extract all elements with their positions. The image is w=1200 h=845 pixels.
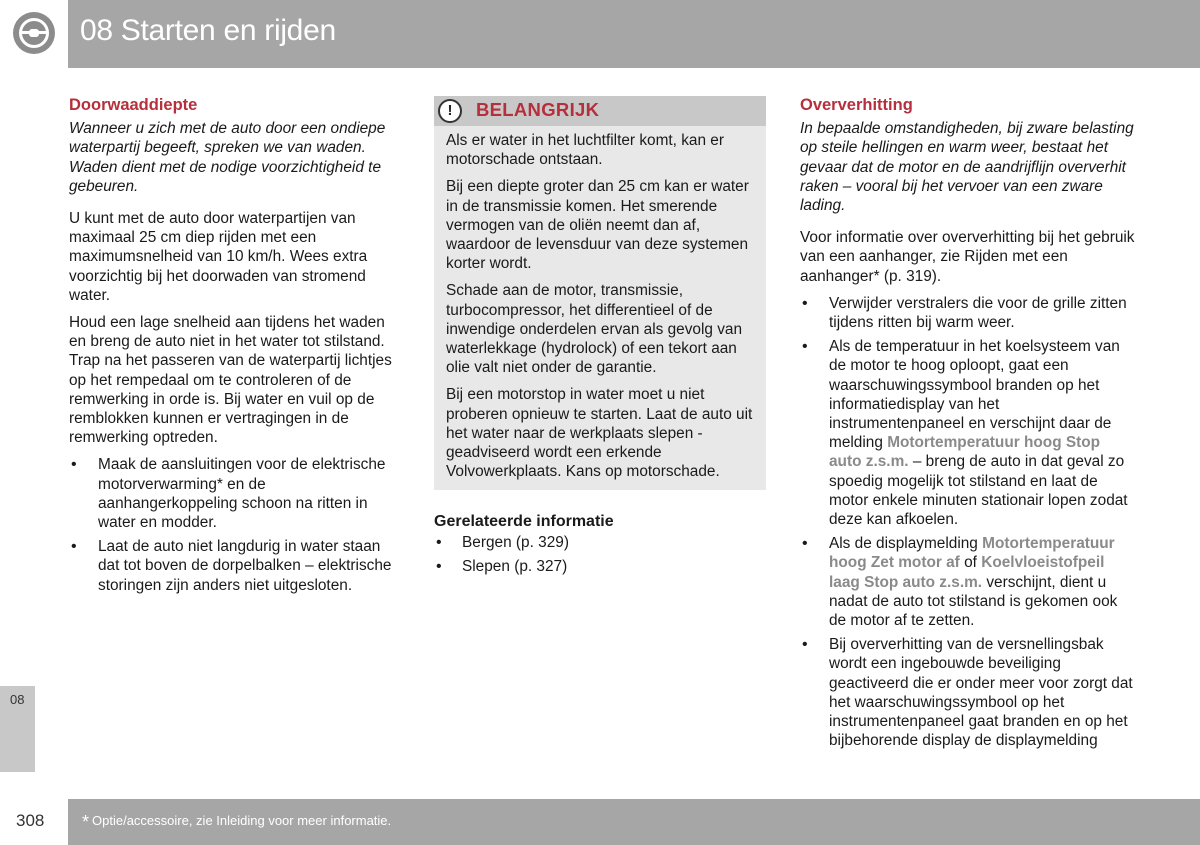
list-text: verschijnt, dient u nadat de auto tot stilstand is gekomen ook de motor af te zetten.: [829, 573, 1118, 630]
chapter-title: 08 Starten en rijden: [80, 14, 336, 47]
paragraph: U kunt met de auto door waterpartijen van maximaal 25 cm diep rijden met een maximumsnelheid van 10 km/h. Wees extra voorzichtig bij het doorwaden van stromend water.: [69, 210, 368, 304]
section-heading-overheating: Oververhitting: [800, 96, 913, 114]
warning-box: [434, 96, 766, 490]
column-overheating: [800, 96, 1136, 756]
related-link[interactable]: • Bergen (p. 329): [434, 533, 766, 552]
column-warning: [434, 96, 766, 581]
section-heading-wading: Doorwaaddiepte: [69, 96, 198, 114]
list-item: • Verwijder verstralers die voor de grille zitten tijdens ritten bij warm weer.: [800, 294, 1136, 332]
warning-title: BELANGRIJK: [476, 99, 600, 120]
list-text: – breng de auto in dat geval zo spoedig mogelijk tot stilstand en laat de motor enkele minuten stationair lopen zodat deze kan afkoelen.: [829, 453, 1128, 529]
warning-paragraph: Schade aan de motor, transmissie, turbocompressor, het differentieel of de inwendige onderdelen ervan als gevolg van waterlekkage (hydrolock) of een tekort aan olie valt niet onder de garantie.: [446, 282, 743, 377]
paragraph: Houd een lage snelheid aan tijdens het waden en breng de auto niet in het water tot stilstand. Trap na het passeren van de waterpartij lichtjes op het rempedaal om te controleren of de remwerking in orde is. Bij water en vuil op de remblokken kunnen er vertragingen in de remwerking optreden.: [69, 314, 392, 447]
list-item: • Bij oververhitting van de versnellingsbak wordt een ingebouwde beveiliging geactiveerd die er onder meer voor zorgt dat het waarschuwingssymbool op het instrumentenpaneel gaat branden en op het bijbehorende display de displaymelding: [800, 635, 1136, 750]
steering-wheel-icon: [13, 12, 55, 54]
related-link[interactable]: • Slepen (p. 327): [434, 557, 766, 576]
warning-header: [434, 96, 766, 126]
intro-text: Wanneer u zich met de auto door een ondiepe waterpartij begeeft, spreken we van waden. Waden dient met de nodige voorzichtigheid te gebeuren.: [69, 120, 386, 195]
chapter-tab-label: 08: [10, 692, 25, 707]
warning-paragraph: Bij een motorstop in water moet u niet proberen opnieuw te starten. Laat de auto uit het water naar de werkplaats slepen - geadviseerd wordt een erkende Volvowerkplaats. Kans op motorschade.: [446, 386, 753, 481]
list-item: • Laat de auto niet langdurig in water staan dat tot boven de dorpelbalken – elektrische storingen zijn anders niet uitgesloten.: [69, 537, 405, 595]
display-message: Motortemperatuur hoog Zet motor af: [829, 535, 1115, 572]
list-item: [800, 337, 1136, 529]
footnote-text: Optie/accessoire, zie Inleiding voor meer informatie.: [92, 813, 392, 828]
list-text: Als de temperatuur in het koelsysteem van de motor te hoog oploopt, gaat een waarschuwingssymbool branden op het informatiedisplay van het instrumentenpaneel en verschijnt daar de melding: [829, 338, 1120, 452]
display-message: Koelvloeistofpeil laag Stop auto z.s.m.: [829, 554, 1105, 591]
related-heading: Gerelateerde informatie: [434, 513, 614, 531]
column-wading: [69, 96, 405, 600]
footnote-marker: *: [82, 812, 90, 832]
list-text: of: [964, 554, 977, 572]
related-list: [434, 533, 766, 576]
warning-body: [434, 126, 766, 490]
bullet-list: [800, 294, 1136, 751]
warning-paragraph: Bij een diepte groter dan 25 cm kan er water in de transmissie komen. Het smerende vermogen van de oliën neemt dan af, waardoor de levensduur van deze systemen korter wordt.: [446, 178, 749, 273]
paragraph: Voor informatie over oververhitting bij het gebruik van een aanhanger, zie Rijden met een aanhanger* (p. 319).: [800, 229, 1135, 285]
list-item: • Maak de aansluitingen voor de elektrische motorverwarming* en de aanhangerkoppeling schoon na ritten in water en modder.: [69, 455, 405, 532]
intro-text: In bepaalde omstandigheden, bij zware belasting op steile hellingen en warm weer, bestaat het gevaar dat de motor en de aandrijflijn oververhit raken – vooral bij het vervoer van een zware lading.: [800, 120, 1134, 215]
display-message: Motortemperatuur hoog Stop auto z.s.m.: [829, 434, 1101, 471]
page-number: 308: [16, 811, 45, 830]
header-icon-box: [0, 0, 68, 68]
footnote: [82, 812, 391, 833]
warning-paragraph: Als er water in het luchtfilter komt, kan er motorschade ontstaan.: [446, 132, 724, 169]
bullet-list: [69, 455, 405, 594]
list-text: Als de displaymelding: [829, 535, 978, 553]
exclamation-icon: !: [438, 99, 462, 123]
list-item: [800, 534, 1136, 630]
